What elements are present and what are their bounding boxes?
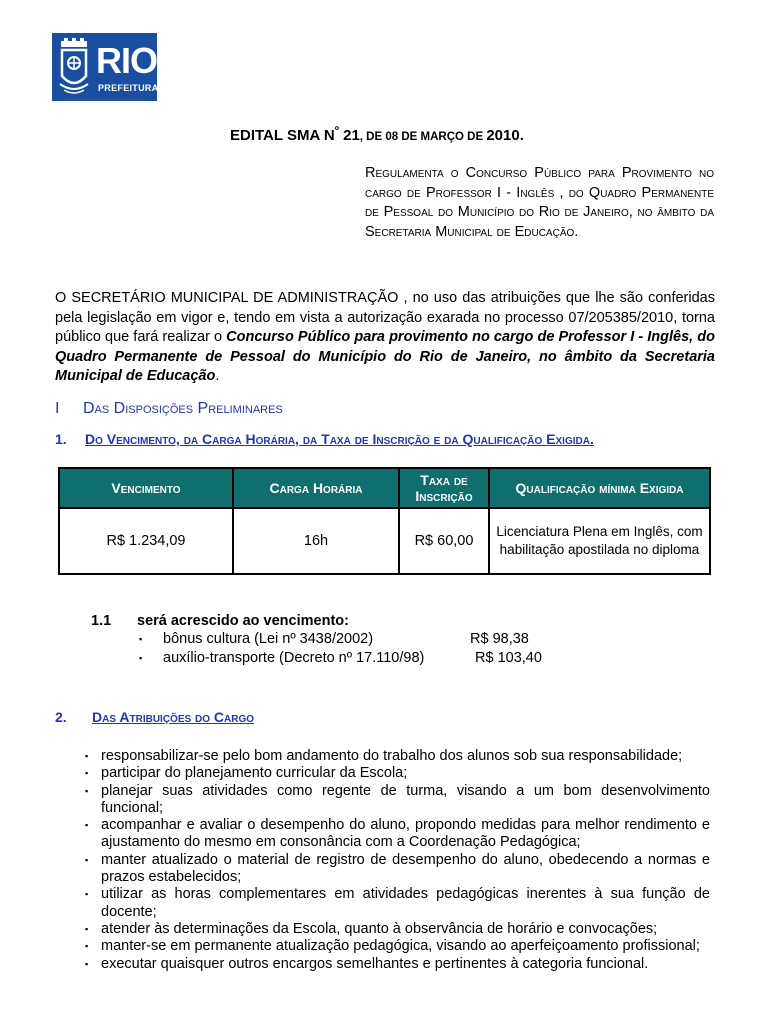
duty-text: acompanhar e avaliar o desempenho do aluno, propondo medidas para melhor rendimento e ajustamento do mesmo em consonância com a Coordenação Pedagógica;	[101, 817, 710, 851]
title-date: , DE 08 DE MARÇO DE	[359, 131, 487, 143]
duty-text: executar quaisquer outros encargos semelhantes e pertinentes à categoria funcional.	[101, 955, 649, 972]
section-title: Das Atribuições do Cargo	[92, 709, 255, 725]
intro-end: .	[215, 368, 220, 384]
intro-paragraph	[55, 289, 715, 387]
table-cell: Licenciatura Plena em Inglês, com habilitação apostilada no diploma	[489, 508, 710, 574]
paragraph-1-1	[91, 613, 349, 629]
salary-table	[58, 467, 711, 575]
table-header-cell: Vencimento	[59, 468, 233, 508]
prefeitura-rio-logo	[52, 33, 157, 101]
table-row	[59, 508, 710, 574]
list-item	[85, 852, 710, 887]
list-item	[85, 921, 710, 938]
bullet-icon: ▪	[85, 751, 89, 761]
subsection-heading-1	[55, 431, 594, 447]
title-number: 21	[338, 127, 360, 144]
bullet-icon: ▪	[85, 958, 89, 969]
subsection-title: Do Vencimento, da Carga Horária, da Taxa de Inscrição e da Qualificação Exigida.	[85, 431, 594, 447]
duty-text: atender às determinações da Escola, quanto à observância de horário e convocações;	[101, 920, 658, 937]
list-item	[85, 765, 710, 782]
bonus-value: R$ 98,38	[470, 631, 529, 647]
bullet-icon: ▪	[85, 820, 89, 831]
title-ordinal: º	[334, 125, 339, 137]
logo-rio-text: RIO	[96, 40, 158, 81]
section-number: 2.	[55, 709, 67, 725]
bullet-icon: ▪	[85, 889, 89, 900]
table-cell: R$ 1.234,09	[59, 508, 233, 574]
intro-text: O SECRETÁRIO MUNICIPAL DE ADMINISTRAÇÃO , no uso das atribuições que lhe são conferidas pela legislação em vigor e, tendo em vista a autorização exarada no processo 07/205385/2010, torna público que fará realizar o	[55, 290, 715, 345]
subsection-number: 1.	[55, 431, 67, 447]
list-item	[85, 748, 710, 765]
bullet-icon: ▪	[139, 634, 143, 644]
section-number: I	[55, 400, 60, 417]
list-item	[85, 886, 710, 921]
section-heading-1	[55, 400, 283, 418]
table-header-cell: Taxa de Inscrição	[399, 468, 489, 508]
duty-text: utilizar as horas complementares em atividades pedagógicas inerentes à sua função de docente;	[101, 886, 710, 920]
logo-prefeitura-text: PREFEITURA	[98, 83, 159, 93]
table-header-cell: Carga Horária	[233, 468, 399, 508]
title-year: 2010.	[486, 127, 524, 144]
section-title: Das Disposições Preliminares	[83, 400, 283, 417]
duty-text: manter atualizado o material de registro de desempenho do aluno, obedecendo a normas e prazos estabelecidos;	[101, 851, 710, 886]
paragraph-number: 1.1	[91, 613, 112, 629]
list-item	[85, 783, 710, 818]
bonus-label: bônus cultura (Lei nº 3438/2002)	[163, 631, 374, 647]
list-item	[85, 956, 710, 973]
list-item	[85, 938, 710, 955]
bonus-label: auxílio-transporte (Decreto nº 17.110/98)	[163, 650, 425, 666]
duty-text: responsabilizar-se pelo bom andamento do trabalho dos alunos sob sua responsabilidade;	[101, 748, 683, 764]
intro-emphasis: Concurso Público para provimento no cargo de Professor I - Inglês, do Quadro Permanente de Pessoal do Município do Rio de Janeiro, no âmbito da Secretaria Municipal de Educação	[55, 329, 715, 384]
bonus-value: R$ 103,40	[475, 650, 542, 666]
bullet-icon: ▪	[85, 768, 89, 779]
title-edital: EDITAL SMA N	[230, 127, 335, 144]
bullet-icon: ▪	[85, 785, 89, 796]
bullet-icon: ▪	[85, 941, 89, 952]
table-cell: 16h	[233, 508, 399, 574]
table-cell: R$ 60,00	[399, 508, 489, 574]
duty-text: manter-se em permanente atualização pedagógica, visando ao aperfeiçoamento profissional;	[101, 938, 700, 955]
list-item	[85, 817, 710, 852]
document-title	[230, 125, 524, 144]
duties-list	[85, 748, 710, 973]
table-header-cell: Qualificação mínima Exigida	[489, 468, 710, 508]
paragraph-text: será acrescido ao vencimento:	[137, 613, 349, 629]
section-heading-2	[55, 709, 254, 725]
bullet-icon: ▪	[85, 854, 89, 865]
city-coat-of-arms-icon	[58, 38, 90, 96]
table-header-row	[59, 468, 710, 508]
bullet-icon: ▪	[139, 653, 143, 663]
duty-text: participar do planejamento curricular da Escola;	[101, 765, 408, 782]
bullet-icon: ▪	[85, 923, 89, 934]
document-summary: Regulamenta o Concurso Público para Provimento no cargo de Professor I - Inglês , do Quadro Permanente de Pessoal do Município do Rio de Janeiro, no âmbito da Secretaria Municipal de Educação.	[365, 165, 714, 240]
duty-text: planejar suas atividades como regente de turma, visando a um bom desenvolvimento funcional;	[101, 782, 710, 816]
